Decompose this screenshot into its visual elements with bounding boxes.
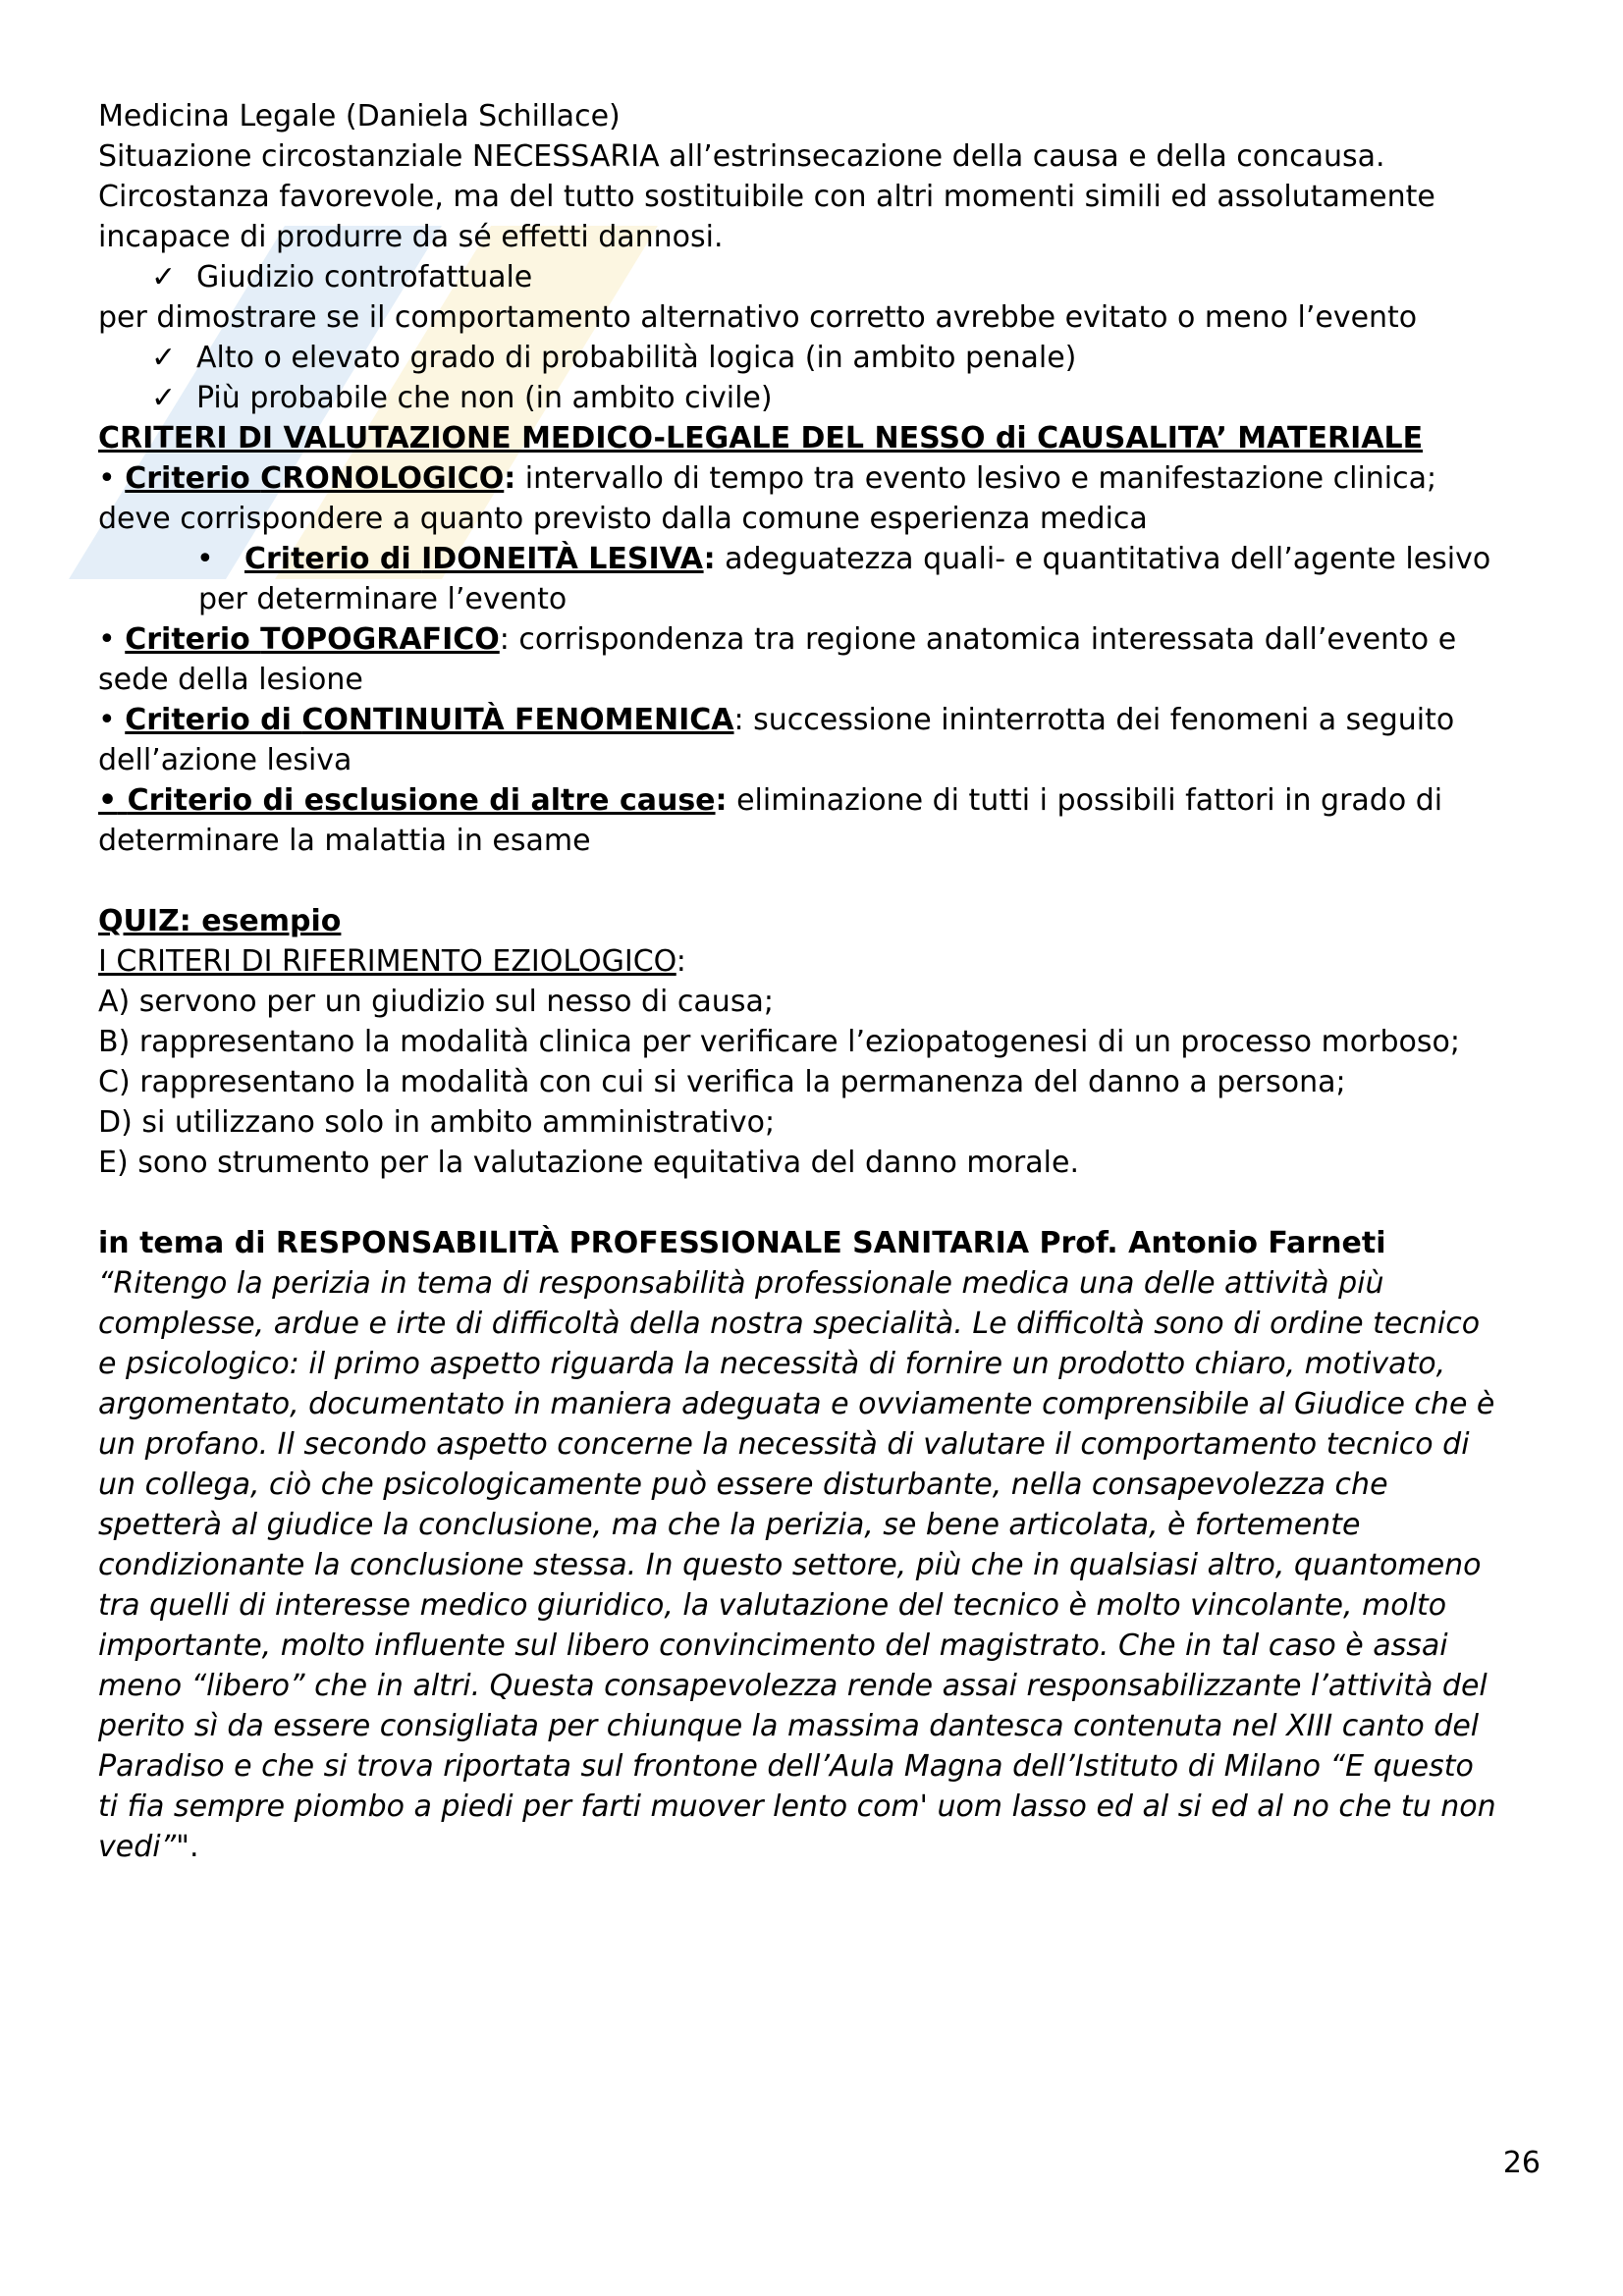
criterion-name: CONTINUITÀ FENOMENICA [301,703,734,737]
check-item [98,257,1542,297]
intro-line: Situazione circostanziale NECESSARIA all’estrinsecazione della causa e della concausa. [98,139,1385,174]
quiz-option: E) sono strumento per la valutazione equitativa del danno morale. [98,1146,1079,1180]
criterion-item [98,700,1542,740]
quiz-title: QUIZ: esempio [98,904,342,938]
criterion-prefix: Criterio [125,461,261,496]
quote-line: perito sì da essere consigliata per chiunque la massima dantesca contenuta nel XIII canto del [98,1709,1480,1743]
criterion-item [98,780,1542,821]
quote-line: un profano. Il secondo aspetto concerne la necessità di valutare il comportamento tecnico di [98,1427,1470,1462]
checkmark-icon: ✓ [151,381,177,415]
intro-line: Circostanza favorevole, ma del tutto sostituibile con altri momenti simili ed assolutamente [98,180,1435,214]
bullet-icon: • [98,622,116,657]
criterion-prefix: Criterio di [125,703,302,737]
criterion-colon: : [703,542,716,576]
document-header: Medicina Legale (Daniela Schillace) [98,99,621,133]
quote-line: spetterà al giudice la conclusione, ma che la perizia, se bene articolata, è fortemente [98,1508,1361,1542]
quote-line: Paradiso e che si trova riportata sul frontone dell’Aula Magna dell’Istituto di Milano “E questo [98,1749,1474,1784]
criterion-item [98,458,1542,499]
criterion-item [98,619,1542,660]
criterion-prefix: Criterio di esclusione di altre cause [127,783,716,818]
quote-end: ". [176,1830,199,1864]
criterion-text: adeguatezza quali- e quantitativa dell’agente lesivo [715,542,1491,576]
criterion-prefix: Criterio [125,622,261,657]
criterion-text-cont: determinare la malattia in esame [98,824,591,858]
criterion-text: eliminazione di tutti i possibili fattori in grado di [727,783,1443,818]
criterion-colon: : [504,461,516,496]
section-title: in tema di RESPONSABILITÀ PROFESSIONALE SANITARIA Prof. Antonio Farneti [98,1226,1386,1260]
quote-line: importante, molto influente sul libero convincimento del magistrato. Che in tal caso è assai [98,1629,1448,1663]
check-item [98,338,1542,378]
criterion-text: successione ininterrotta dei fenomeni a seguito [743,703,1455,737]
intro-line: incapace di produrre da sé effetti dannosi. [98,220,724,254]
check-item-text: Alto o elevato grado di probabilità logica (in ambito penale) [196,341,1077,375]
quote-line: ti fia sempre piombo a piedi per farti muover lento com' uom lasso ed al si ed al no che tu non [98,1789,1496,1824]
criterion-prefix: Criterio di [244,542,422,576]
quote-line: “Ritengo la perizia in tema di responsabilità professionale medica una delle attività più [98,1266,1384,1301]
quote-line: argomentato, documentato in maniera adeguata e ovviamente comprensibile al Giudice che è [98,1387,1495,1421]
criterion-text: intervallo di tempo tra evento lesivo e manifestazione clinica; [515,461,1437,496]
check-item-text: Più probabile che non (in ambito civile) [196,381,773,415]
quote-line: condizionante la conclusione stessa. In questo settore, più che in qualsiasi altro, quantomeno [98,1548,1482,1582]
bullet-icon: • [196,542,214,576]
quote-line: e psicologico: il primo aspetto riguarda la necessità di fornire un prodotto chiaro, motivato, [98,1347,1446,1381]
quiz-option: A) servono per un giudizio sul nesso di causa; [98,985,774,1019]
quiz-question-text: I CRITERI DI RIFERIMENTO EZIOLOGICO [98,944,676,979]
quiz-question [98,941,1542,982]
criterion-item [98,539,1542,579]
page-number: 26 [1502,2146,1541,2180]
check-description: per dimostrare se il comportamento alternativo corretto avrebbe evitato o meno l’evento [98,300,1418,335]
quiz-option: C) rappresentano la modalità con cui si verifica la permanenza del danno a persona; [98,1065,1346,1099]
checkmark-icon: ✓ [151,341,177,375]
quote-line: meno “libero” che in altri. Questa consapevolezza rende assai responsabilizzante l’attività del [98,1669,1488,1703]
quote-line: un collega, ciò che psicologicamente può essere disturbante, nella consapevolezza che [98,1468,1388,1502]
criterion-name: IDONEITÀ LESIVA [421,542,704,576]
criterion-text-cont: deve corrispondere a quanto previsto dalla comune esperienza medica [98,502,1148,536]
document-page [98,96,1542,1867]
criterion-colon: : [733,703,744,737]
criterion-text-cont: per determinare l’evento [198,582,568,616]
quote-last-text: vedi” [98,1830,177,1864]
check-item [98,378,1542,418]
bullet-icon: • [98,783,118,818]
quote-line [98,1827,1542,1867]
check-item-text: Giudizio controfattuale [196,260,533,294]
quote-line: complesse, ardue e irte di difficoltà della nostra specialità. Le difficoltà sono di ordine tecnico [98,1307,1481,1341]
checkmark-icon: ✓ [151,260,177,294]
quiz-option: B) rappresentano la modalità clinica per verificare l’eziopatogenesi di un processo morboso; [98,1025,1460,1059]
quote-line: tra quelli di interesse medico giuridico, la valutazione del tecnico è molto vincolante, molto [98,1588,1447,1623]
bullet-icon: • [98,703,116,737]
criterion-text-cont: sede della lesione [98,663,363,697]
criterion-colon: : [715,783,728,818]
quiz-option: D) si utilizzano solo in ambito amministrativo; [98,1105,776,1140]
criterion-text: corrispondenza tra regione anatomica interessata dall’evento e [509,622,1457,657]
criterion-colon: : [499,622,510,657]
criteria-heading: CRITERI DI VALUTAZIONE MEDICO-LEGALE DEL NESSO di CAUSALITA’ MATERIALE [98,421,1424,455]
bullet-icon: • [98,461,116,496]
criterion-name: CRONOLOGICO [260,461,505,496]
criterion-text-cont: dell’azione lesiva [98,743,352,777]
quiz-question-colon: : [676,944,686,979]
criterion-name: TOPOGRAFICO [260,622,500,657]
